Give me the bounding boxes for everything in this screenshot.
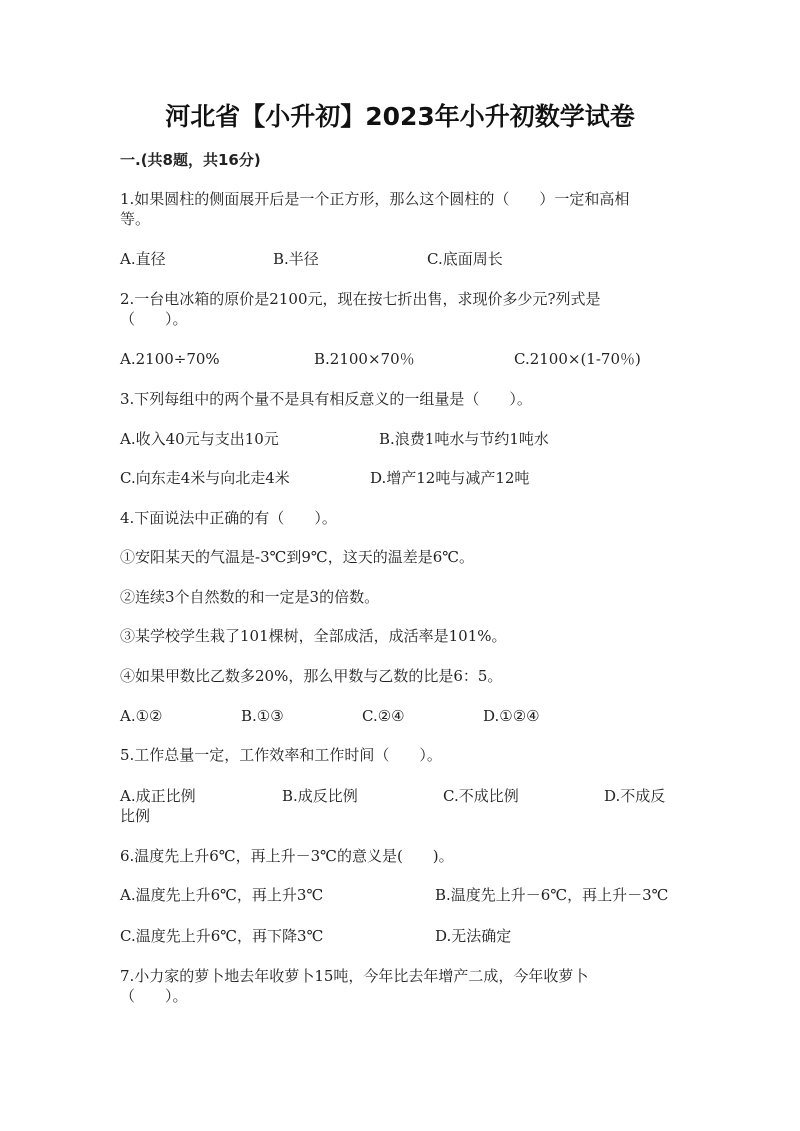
question-1-option-c[interactable]: C.底面周长 (427, 250, 503, 268)
question-5-option-b[interactable]: B.成反比例 (282, 787, 358, 805)
question-6-option-b[interactable]: B.温度先上升－6℃，再上升－3℃ (435, 886, 669, 904)
question-6-stem: 6.温度先上升6℃，再上升－3℃的意义是( )。 (120, 847, 454, 865)
question-4-option-b[interactable]: B.①③ (241, 707, 284, 725)
question-4-option-c[interactable]: C.②④ (362, 707, 405, 725)
question-3-option-a[interactable]: A.收入40元与支出10元 (120, 430, 279, 448)
question-4-option-d[interactable]: D.①②④ (483, 707, 540, 725)
question-6-option-c[interactable]: C.温度先上升6℃，再下降3℃ (120, 927, 324, 945)
question-2-stem-continued: （ ）。 (120, 310, 188, 328)
question-4-statement-2: ②连续3个自然数的和一定是3的倍数。 (120, 588, 380, 606)
question-6-option-d[interactable]: D.无法确定 (435, 927, 512, 945)
question-2-option-b[interactable]: B.2100×70％ (314, 350, 415, 368)
question-5-stem: 5.工作总量一定，工作效率和工作时间（ ）。 (120, 746, 442, 764)
question-5-option-d[interactable]: D.不成反 (604, 787, 666, 805)
question-4-statement-4: ④如果甲数比乙数多20%，那么甲数与乙数的比是6：5。 (120, 667, 503, 685)
question-1-stem-continued: 等。 (120, 210, 151, 228)
question-1-stem: 1.如果圆柱的侧面展开后是一个正方形，那么这个圆柱的（ ）一定和高相 (120, 190, 630, 208)
question-3-option-c[interactable]: C.向东走4米与向北走4米 (120, 469, 290, 487)
question-1-option-a[interactable]: A.直径 (120, 250, 166, 268)
question-3-option-d[interactable]: D.增产12吨与减产12吨 (370, 469, 530, 487)
question-4-statement-3: ③某学校学生栽了101棵树，全部成活，成活率是101%。 (120, 627, 507, 645)
question-1-option-b[interactable]: B.半径 (273, 250, 319, 268)
question-6-option-a[interactable]: A.温度先上升6℃，再上升3℃ (120, 886, 324, 904)
question-4-statement-1: ①安阳某天的气温是-3℃到9℃，这天的温差是6℃。 (120, 548, 475, 566)
question-4-option-a[interactable]: A.①② (120, 707, 163, 725)
question-4-stem: 4.下面说法中正确的有（ ）。 (120, 509, 337, 527)
question-5-option-c[interactable]: C.不成比例 (443, 787, 519, 805)
page-title: 河北省【小升初】2023年小升初数学试卷 (165, 102, 635, 131)
question-7-stem-continued: （ ）。 (120, 987, 188, 1005)
question-5-option-a[interactable]: A.成正比例 (120, 787, 196, 805)
question-3-option-b[interactable]: B.浪费1吨水与节约1吨水 (379, 430, 549, 448)
question-5-option-d-continued[interactable]: 比例 (120, 807, 151, 825)
section-heading: 一.(共8题，共16分) (120, 151, 261, 169)
question-7-stem: 7.小力家的萝卜地去年收萝卜15吨，今年比去年增产二成，今年收萝卜 (120, 967, 589, 985)
question-3-stem: 3.下列每组中的两个量不是具有相反意义的一组量是（ ）。 (120, 390, 532, 408)
question-2-option-c[interactable]: C.2100×(1-70％) (514, 350, 641, 368)
question-2-option-a[interactable]: A.2100÷70% (120, 350, 220, 368)
question-2-stem: 2.一台电冰箱的原价是2100元，现在按七折出售，求现价多少元?列式是 (120, 290, 601, 308)
